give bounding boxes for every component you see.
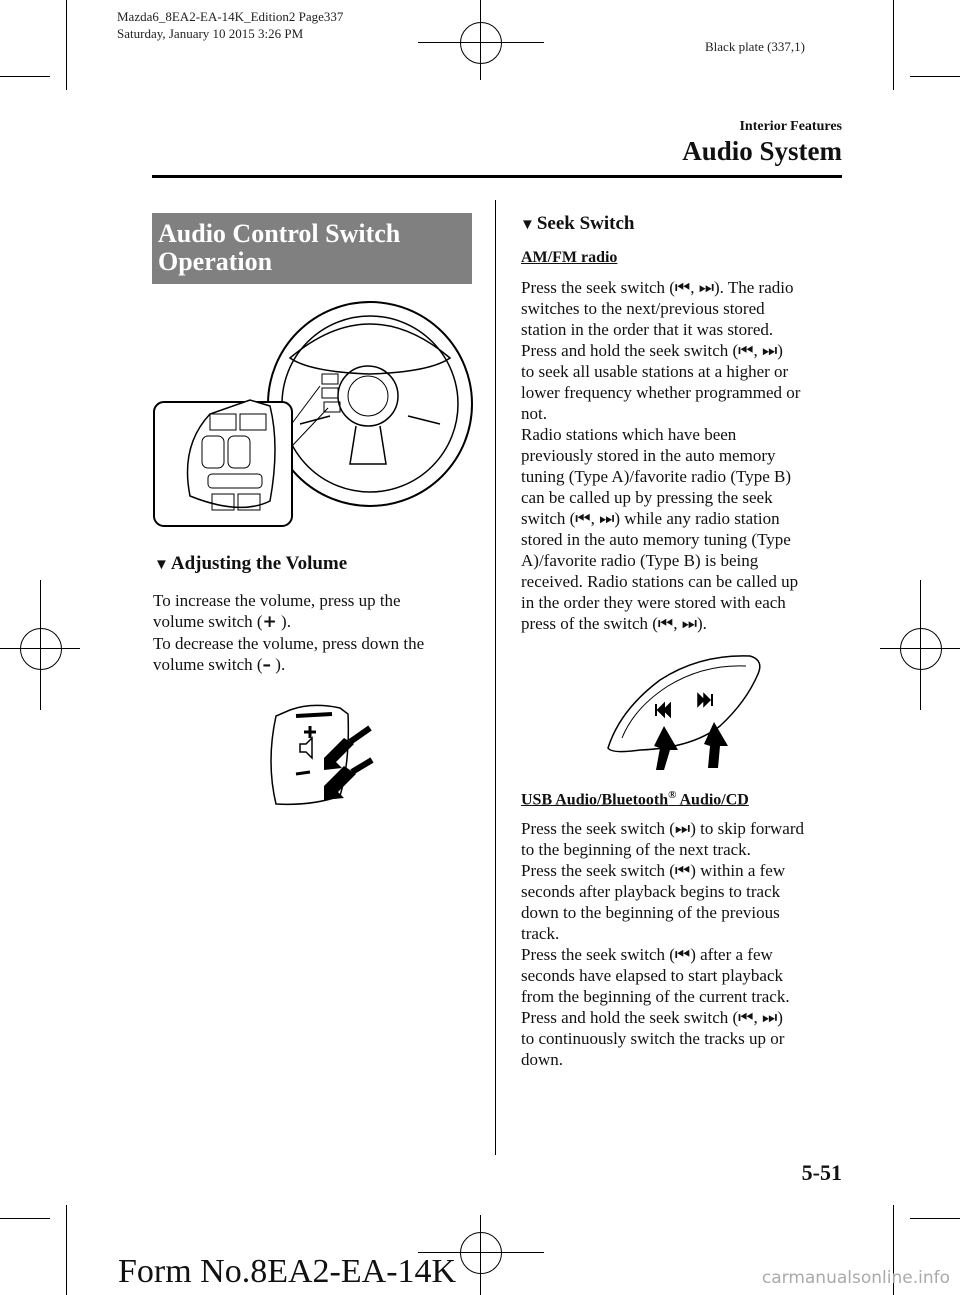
print-meta-line1: Mazda6_8EA2-EA-14K_Edition2 Page337: [117, 9, 344, 24]
body-line: press of the switch (⏮, ⏭).: [521, 614, 707, 633]
am-fm-instructions: [521, 277, 851, 634]
body-line: to the beginning of the next track.: [521, 840, 751, 859]
usb-audio-label: [521, 789, 749, 809]
minus-icon: –: [262, 655, 272, 675]
section-title-box: [152, 213, 472, 284]
body-line: to seek all usable stations at a higher or: [521, 362, 789, 381]
section-header: Interior Features: [739, 119, 842, 134]
steering-wheel-illustration: [150, 296, 480, 528]
volume-switch-illustration: [262, 702, 382, 812]
body-line: station in the order that it was stored.: [521, 320, 774, 339]
vol-down-line2: [153, 654, 473, 676]
form-number: Form No.8EA2-EA-14K: [118, 1253, 457, 1290]
column-divider: [495, 200, 496, 1155]
body-line: Press the seek switch (⏮) within a few: [521, 861, 786, 880]
body-line: down.: [521, 1050, 564, 1069]
body-line: tuning (Type A)/favorite radio (Type B): [521, 467, 792, 486]
page-number: 5-51: [801, 1160, 842, 1185]
subhead-adjusting-volume: [154, 553, 347, 575]
body-line: track.: [521, 924, 560, 943]
vol-up-line2-pre: volume switch (: [153, 612, 263, 631]
section-title-line2: Operation: [158, 247, 273, 276]
subhead-label: Seek Switch: [536, 213, 635, 234]
body-line: Radio stations which have been: [521, 425, 737, 444]
body-line: Press the seek switch (⏭) to skip forward: [521, 819, 804, 838]
header-rule: [152, 175, 842, 178]
body-line: switches to the next/previous stored: [521, 299, 765, 318]
body-line: seconds have elapsed to start playback: [521, 966, 783, 985]
subhead-seek-switch: [520, 213, 635, 235]
body-line: not.: [521, 404, 547, 423]
plus-icon: +: [262, 612, 277, 632]
volume-instructions: [153, 590, 473, 676]
registered-mark: ®: [668, 789, 677, 801]
body-line: A)/favorite radio (Type B) is being: [521, 551, 759, 570]
chapter-header: Audio System: [682, 136, 842, 166]
usb-label-pre: USB Audio/Bluetooth: [521, 791, 669, 809]
body-line: down to the beginning of the previous: [521, 903, 780, 922]
vol-up-line1: To increase the volume, press up the: [153, 591, 401, 610]
body-line: to continuously switch the tracks up or: [521, 1029, 785, 1048]
vol-down-line1: To decrease the volume, press down the: [153, 634, 425, 653]
body-line: Press the seek switch (⏮, ⏭). The radio: [521, 278, 794, 297]
print-meta-line2: Saturday, January 10 2015 3:26 PM: [117, 26, 304, 41]
section-title-line1: Audio Control Switch: [158, 219, 401, 248]
vol-down-line2-post: ).: [271, 655, 286, 674]
triangle-marker-icon: ▼: [520, 217, 535, 233]
body-line: Press and hold the seek switch (⏮, ⏭): [521, 341, 783, 360]
vol-up-line2-post: ).: [276, 612, 291, 631]
plate-label: Black plate (337,1): [705, 39, 805, 54]
seek-switch-illustration: [600, 650, 770, 775]
body-line: Press and hold the seek switch (⏮, ⏭): [521, 1008, 783, 1027]
usb-instructions: [521, 818, 851, 1070]
usb-label-post: Audio/CD: [676, 791, 749, 809]
triangle-marker-icon: ▼: [154, 557, 169, 573]
body-line: seconds after playback begins to track: [521, 882, 781, 901]
body-line: stored in the auto memory tuning (Type: [521, 530, 791, 549]
body-line: lower frequency whether programmed or: [521, 383, 801, 402]
body-line: from the beginning of the current track.: [521, 987, 790, 1006]
body-line: in the order they were stored with each: [521, 593, 786, 612]
watermark: carmanualsonline.info: [761, 1268, 950, 1288]
body-line: previously stored in the auto memory: [521, 446, 776, 465]
body-line: can be called up by pressing the seek: [521, 488, 773, 507]
body-line: Press the seek switch (⏮) after a few: [521, 945, 773, 964]
vol-up-line2: [153, 611, 473, 633]
subhead-label: Adjusting the Volume: [170, 553, 348, 574]
body-line: received. Radio stations can be called up: [521, 572, 799, 591]
am-fm-radio-label: AM/FM radio: [521, 249, 618, 266]
vol-down-line2-pre: volume switch (: [153, 655, 263, 674]
body-line: switch (⏮, ⏭) while any radio station: [521, 509, 780, 528]
